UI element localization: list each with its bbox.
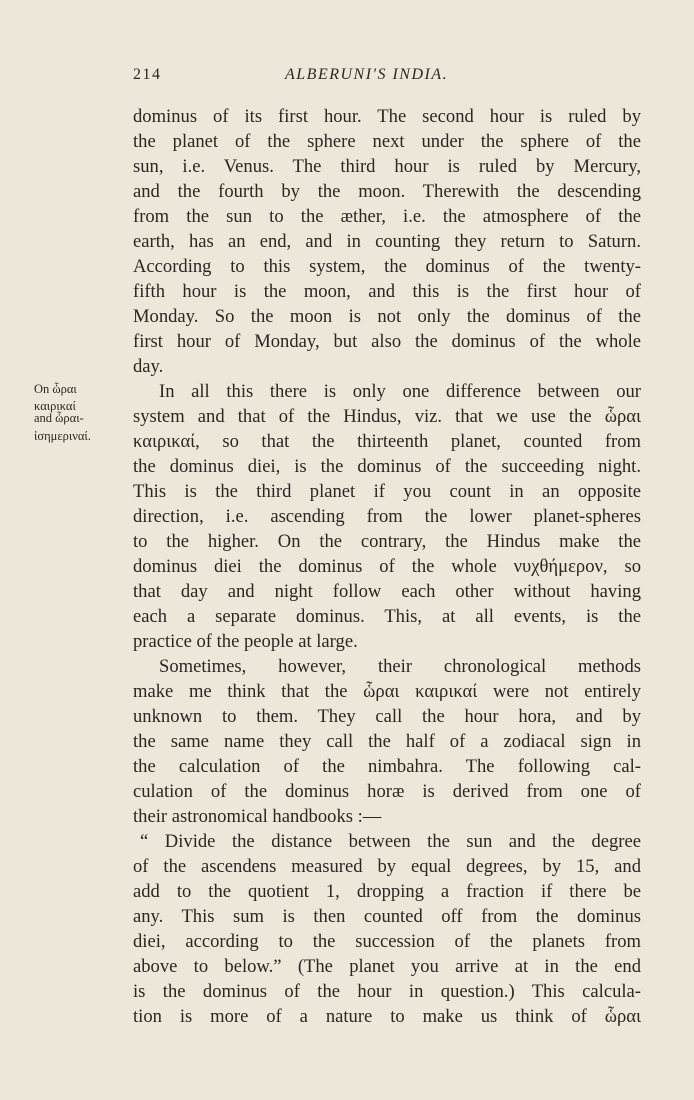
text-line: dominus of its first hour. The second hour is ruled by: [133, 106, 641, 127]
text-line: Monday. So the moon is not only the dominus of the: [133, 306, 641, 327]
text-line: of the ascendens measured by equal degrees, by 15, and: [133, 856, 641, 877]
text-line: to the higher. On the contrary, the Hindus make the: [133, 531, 641, 552]
text-line: the calculation of the nimbahra. The following cal-: [133, 756, 641, 777]
text-line: dominus diei the dominus of the whole νυχθήμερον, so: [133, 556, 641, 577]
text-line: According to this system, the dominus of the twenty-: [133, 256, 641, 277]
text-line: direction, i.e. ascending from the lower planet-spheres: [133, 506, 641, 527]
text-line: sun, i.e. Venus. The third hour is ruled by Mercury,: [133, 156, 641, 177]
text-line: fifth hour is the moon, and this is the first hour of: [133, 281, 641, 302]
text-line: the dominus diei, is the dominus of the succeeding night.: [133, 456, 641, 477]
text-line: and the fourth by the moon. Therewith the descending: [133, 181, 641, 202]
text-line: add to the quotient 1, dropping a fraction if there be: [133, 881, 641, 902]
body-text: [133, 104, 641, 1029]
text-line: is the dominus of the hour in question.) This calcula-: [133, 981, 641, 1002]
text-line: system and that of the Hindus, viz. that we use the ὧραι: [133, 406, 641, 427]
text-line: the same name they call the half of a zodiacal sign in: [133, 731, 641, 752]
text-line: from the sun to the æther, i.e. the atmosphere of the: [133, 206, 641, 227]
margin-note: [34, 381, 134, 445]
text-line: above to below.” (The planet you arrive at in the end: [133, 956, 641, 977]
margin-note-line: ἰσημεριναί.: [34, 429, 91, 443]
text-line: each a separate dominus. This, at all events, is the: [133, 606, 641, 627]
margin-note-line: and ὧραι-: [34, 411, 84, 425]
running-title: ALBERUNI'S INDIA.: [285, 66, 449, 83]
text-line: any. This sum is then counted off from the dominus: [133, 906, 641, 927]
running-head: [133, 66, 641, 92]
margin-note-line: καιρικαί: [34, 399, 76, 413]
text-line: tion is more of a nature to make us think of ὧραι: [133, 1006, 641, 1027]
text-line: practice of the people at large.: [133, 631, 358, 652]
text-line: make me think that the ὧραι καιρικαί were not entirely: [133, 681, 641, 702]
text-line: In all this there is only one difference between our: [159, 381, 641, 402]
text-line: day.: [133, 356, 164, 377]
text-line: Sometimes, however, their chronological methods: [159, 656, 641, 677]
page-number: 214: [133, 66, 162, 83]
text-line: earth, has an end, and in counting they return to Saturn.: [133, 231, 641, 252]
text-line: culation of the dominus horæ is derived from one of: [133, 781, 641, 802]
margin-note-line: On ὧραι: [34, 382, 77, 396]
text-line: first hour of Monday, but also the dominus of the whole: [133, 331, 641, 352]
text-line: καιρικαί, so that the thirteenth planet, counted from: [133, 431, 641, 452]
text-line: unknown to them. They call the hour hora, and by: [133, 706, 641, 727]
text-line: their astronomical handbooks :—: [133, 806, 382, 827]
text-line: This is the third planet if you count in an opposite: [133, 481, 641, 502]
text-line: the planet of the sphere next under the sphere of the: [133, 131, 641, 152]
text-line: that day and night follow each other without having: [133, 581, 641, 602]
text-line: diei, according to the succession of the planets from: [133, 931, 641, 952]
text-line: “ Divide the distance between the sun and the degree: [140, 831, 641, 852]
